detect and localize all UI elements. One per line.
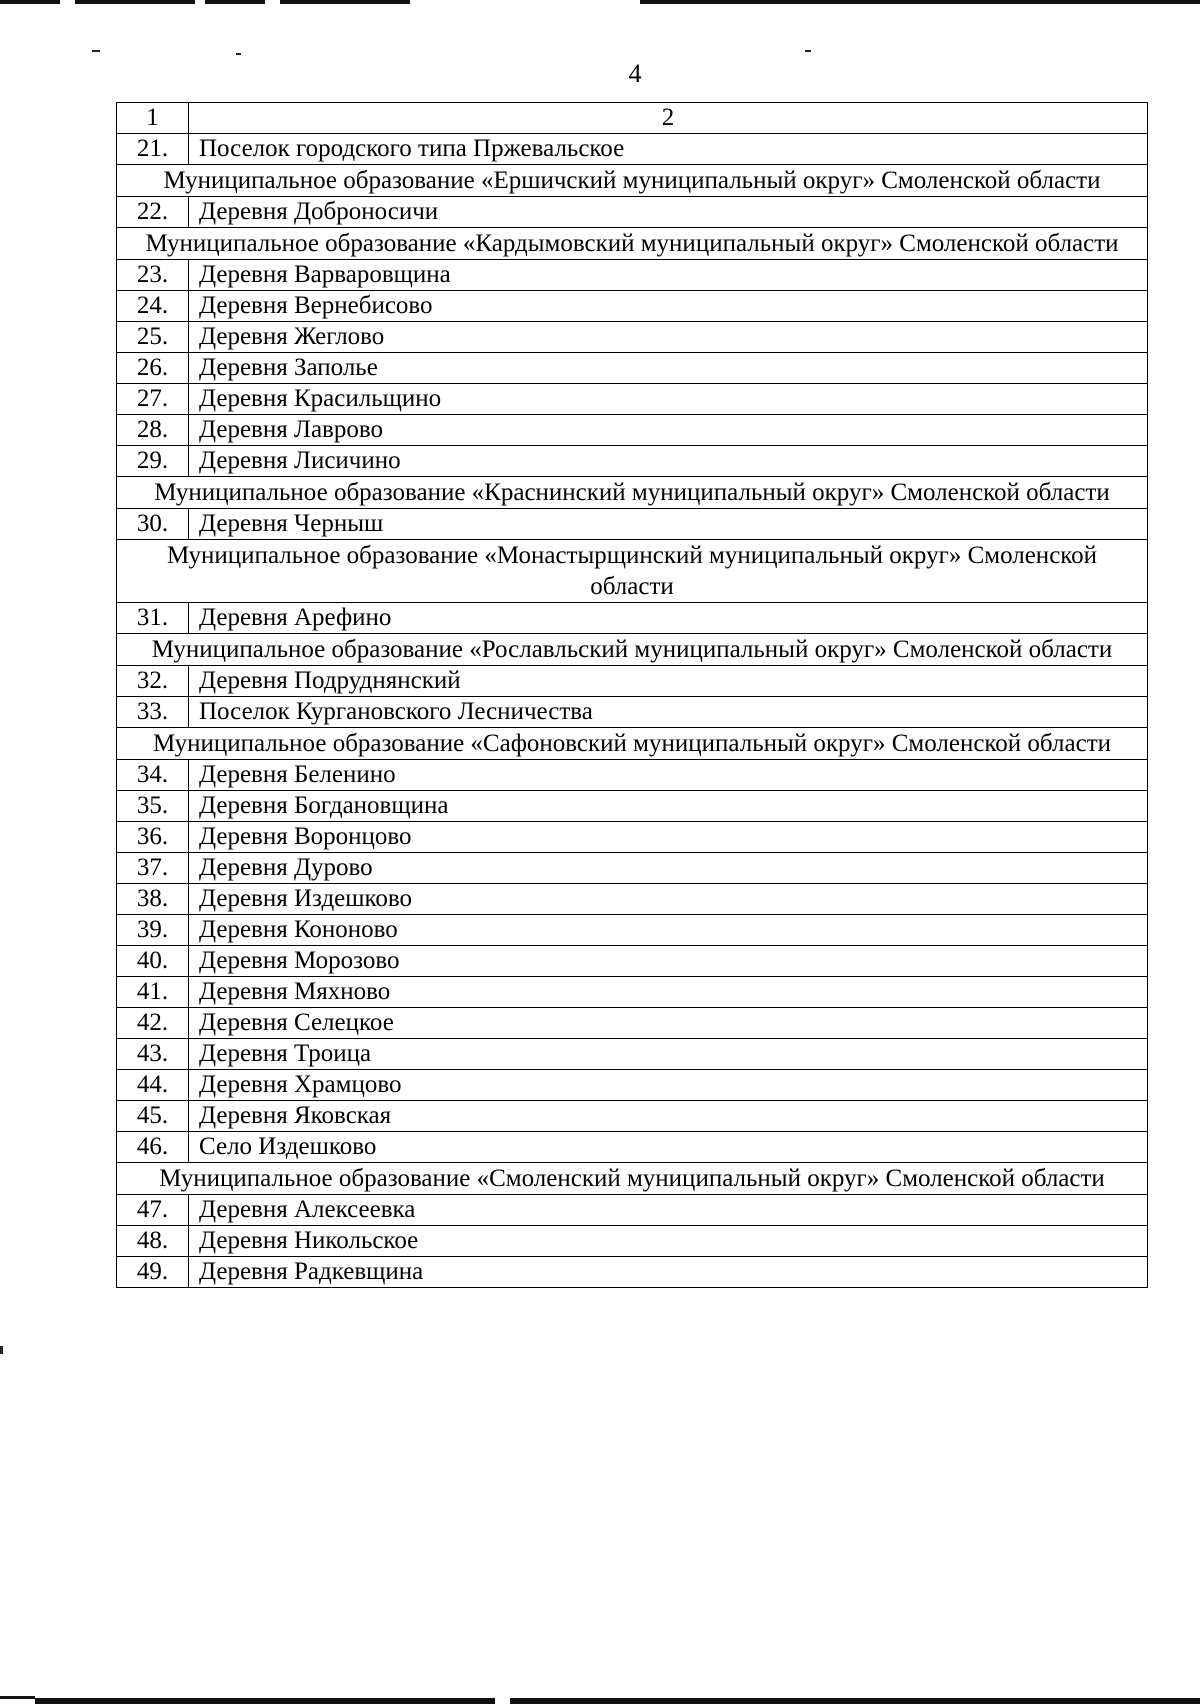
table-row	[117, 1132, 1148, 1163]
municipality-heading: Муниципальное образование «Ершичский муниципальный округ» Смоленской области	[117, 165, 1148, 197]
scan-speck	[92, 50, 100, 52]
settlement-name: Деревня Радкевщина	[189, 1257, 1148, 1288]
row-number: 31.	[117, 603, 189, 634]
row-number: 33.	[117, 697, 189, 728]
section-row	[117, 477, 1148, 509]
table-row	[117, 1070, 1148, 1101]
column-header-2: 2	[189, 103, 1148, 134]
row-number: 37.	[117, 853, 189, 884]
table-row	[117, 946, 1148, 977]
section-row	[117, 165, 1148, 197]
row-number: 25.	[117, 322, 189, 353]
table-row	[117, 1226, 1148, 1257]
settlement-name: Деревня Алексеевка	[189, 1195, 1148, 1226]
row-number: 42.	[117, 1008, 189, 1039]
section-row	[117, 228, 1148, 260]
table-row	[117, 977, 1148, 1008]
row-number: 38.	[117, 884, 189, 915]
settlement-name: Деревня Лисичино	[189, 446, 1148, 477]
settlements-table	[116, 102, 1148, 1288]
table-row	[117, 1101, 1148, 1132]
table-row	[117, 666, 1148, 697]
row-number: 22.	[117, 197, 189, 228]
municipality-heading: Муниципальное образование «Краснинский муниципальный округ» Смоленской области	[117, 477, 1148, 509]
scan-edge-bottom	[0, 1692, 1200, 1704]
settlement-name: Деревня Арефино	[189, 603, 1148, 634]
table-row	[117, 1195, 1148, 1226]
table-row	[117, 260, 1148, 291]
table-row	[117, 915, 1148, 946]
section-row	[117, 728, 1148, 760]
municipality-heading: Муниципальное образование «Сафоновский муниципальный округ» Смоленской области	[117, 728, 1148, 760]
row-number: 29.	[117, 446, 189, 477]
settlement-name: Деревня Варваровщина	[189, 260, 1148, 291]
table-row	[117, 322, 1148, 353]
settlement-name: Деревня Богдановщина	[189, 791, 1148, 822]
table-row	[117, 603, 1148, 634]
row-number: 21.	[117, 134, 189, 165]
scan-speck	[236, 53, 241, 55]
row-number: 41.	[117, 977, 189, 1008]
settlement-name: Деревня Издешково	[189, 884, 1148, 915]
settlement-name: Деревня Дурово	[189, 853, 1148, 884]
municipality-heading: Муниципальное образование «Рославльский муниципальный округ» Смоленской области	[117, 634, 1148, 666]
row-number: 32.	[117, 666, 189, 697]
row-number: 27.	[117, 384, 189, 415]
scan-speck	[0, 1346, 3, 1354]
settlement-name: Поселок Кургановского Лесничества	[189, 697, 1148, 728]
table-row	[117, 353, 1148, 384]
settlement-name: Деревня Кононово	[189, 915, 1148, 946]
row-number: 47.	[117, 1195, 189, 1226]
settlement-name: Деревня Черныш	[189, 509, 1148, 540]
table-row	[117, 197, 1148, 228]
section-row	[117, 540, 1148, 603]
row-number: 26.	[117, 353, 189, 384]
table-row	[117, 822, 1148, 853]
settlement-name: Деревня Яковская	[189, 1101, 1148, 1132]
table-row	[117, 446, 1148, 477]
row-number: 36.	[117, 822, 189, 853]
table-header-row	[117, 103, 1148, 134]
table-row	[117, 760, 1148, 791]
table-row	[117, 1008, 1148, 1039]
municipality-heading: Муниципальное образование «Смоленский муниципальный округ» Смоленской области	[117, 1163, 1148, 1195]
row-number: 34.	[117, 760, 189, 791]
row-number: 45.	[117, 1101, 189, 1132]
section-row	[117, 634, 1148, 666]
row-number: 40.	[117, 946, 189, 977]
row-number: 49.	[117, 1257, 189, 1288]
settlement-name: Деревня Жеглово	[189, 322, 1148, 353]
municipality-heading: Муниципальное образование «Монастырщинский муниципальный округ» Смоленской области	[117, 540, 1148, 603]
municipality-heading: Муниципальное образование «Кардымовский муниципальный округ» Смоленской области	[117, 228, 1148, 260]
row-number: 30.	[117, 509, 189, 540]
row-number: 39.	[117, 915, 189, 946]
settlement-name: Деревня Морозово	[189, 946, 1148, 977]
settlement-name: Деревня Вернебисово	[189, 291, 1148, 322]
row-number: 43.	[117, 1039, 189, 1070]
row-number: 24.	[117, 291, 189, 322]
settlement-name: Деревня Селецкое	[189, 1008, 1148, 1039]
scan-edge-top	[0, 0, 1200, 10]
table-row	[117, 791, 1148, 822]
settlement-name: Деревня Красильщино	[189, 384, 1148, 415]
settlement-name: Поселок городского типа Пржевальское	[189, 134, 1148, 165]
row-number: 46.	[117, 1132, 189, 1163]
table-row	[117, 134, 1148, 165]
settlement-name: Деревня Храмцово	[189, 1070, 1148, 1101]
table-row	[117, 853, 1148, 884]
settlement-name: Деревня Воронцово	[189, 822, 1148, 853]
row-number: 48.	[117, 1226, 189, 1257]
table-row	[117, 509, 1148, 540]
table-row	[117, 884, 1148, 915]
scan-speck	[805, 50, 811, 52]
settlement-name: Деревня Подруднянский	[189, 666, 1148, 697]
settlement-name: Деревня Троица	[189, 1039, 1148, 1070]
table-row	[117, 291, 1148, 322]
settlement-name: Деревня Заполье	[189, 353, 1148, 384]
column-header-1: 1	[117, 103, 189, 134]
settlement-name: Деревня Лаврово	[189, 415, 1148, 446]
row-number: 35.	[117, 791, 189, 822]
table-row	[117, 1039, 1148, 1070]
settlement-name: Деревня Никольское	[189, 1226, 1148, 1257]
settlement-name: Село Издешково	[189, 1132, 1148, 1163]
row-number: 44.	[117, 1070, 189, 1101]
settlement-name: Деревня Беленино	[189, 760, 1148, 791]
table-row	[117, 384, 1148, 415]
table-row	[117, 1257, 1148, 1288]
settlement-name: Деревня Доброносичи	[189, 197, 1148, 228]
page-number: 4	[628, 59, 642, 88]
table-body	[117, 103, 1148, 1288]
table-row	[117, 415, 1148, 446]
row-number: 28.	[117, 415, 189, 446]
row-number: 23.	[117, 260, 189, 291]
table-row	[117, 697, 1148, 728]
section-row	[117, 1163, 1148, 1195]
settlement-name: Деревня Мяхново	[189, 977, 1148, 1008]
